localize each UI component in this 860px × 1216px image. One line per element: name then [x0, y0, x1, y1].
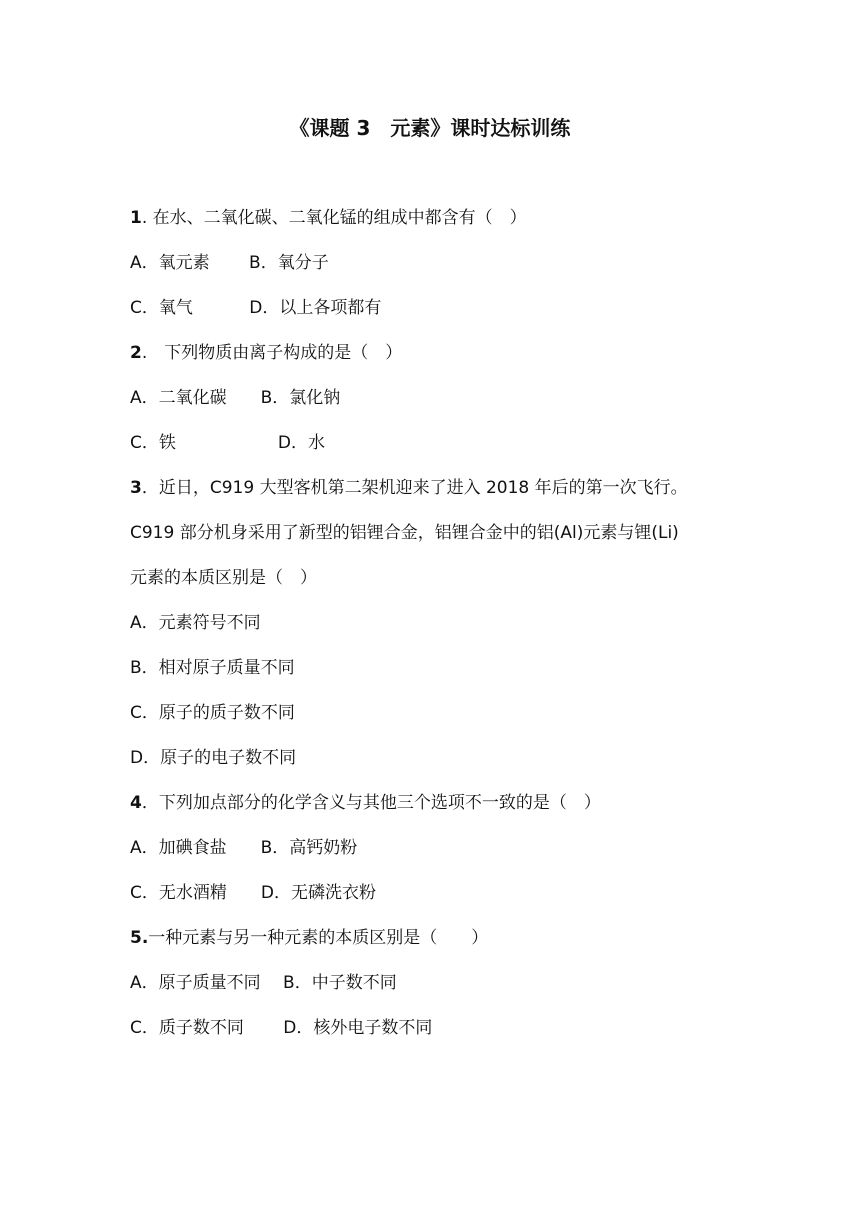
document-title: 《课题 3 元素》课时达标训练 — [289, 116, 571, 140]
question-text: ．下列加点部分的化学含义与其他三个选项不一致的是（ ） — [141, 793, 601, 813]
question-5-options-row-1: A．原子质量不同 B．中子数不同 — [130, 973, 397, 993]
question-5-options-row-2: C．质子数不同 D．核外电子数不同 — [130, 1018, 433, 1038]
question-3-option-b: B．相对原子质量不同 — [130, 658, 295, 678]
question-3-option-d: D．原子的电子数不同 — [130, 748, 297, 768]
question-2-options-row-1: A．二氧化碳 B．氯化钠 — [130, 388, 341, 408]
question-3-stem-line-3: 元素的本质区别是（ ） — [130, 568, 317, 588]
question-5-stem — [130, 926, 488, 950]
question-number: 1 — [130, 208, 142, 228]
question-number: 5. — [130, 928, 149, 948]
question-4-options-row-2: C．无水酒精 D．无磷洗衣粉 — [130, 883, 376, 903]
question-number: 3 — [130, 478, 142, 498]
question-text: . 下列物质由离子构成的是（ ） — [141, 343, 403, 363]
question-text: 一种元素与另一种元素的本质区别是（ ） — [148, 928, 489, 948]
question-3-stem-line-2: C919 部分机身采用了新型的铝锂合金，铝锂合金中的铝(Al)元素与锂(Li) — [130, 523, 679, 543]
question-2-options-row-2: C．铁 D．水 — [130, 433, 325, 453]
question-3-option-c: C．原子的质子数不同 — [130, 703, 295, 723]
question-1-stem — [130, 206, 527, 230]
question-number: 2 — [130, 343, 142, 363]
question-text: . 在水、二氧化碳、二氧化锰的组成中都含有（ ） — [141, 208, 527, 228]
question-text: ．近日，C919 大型客机第二架机迎来了进入 2018 年后的第一次飞行。 — [141, 478, 688, 498]
question-1-options-row-2: C．氧气 D．以上各项都有 — [130, 298, 382, 318]
question-number: 4 — [130, 793, 142, 813]
question-4-options-row-1: A．加碘食盐 B．高钙奶粉 — [130, 838, 358, 858]
question-3-option-a: A．元素符号不同 — [130, 613, 261, 633]
question-4-stem — [130, 791, 601, 815]
question-3-stem — [130, 476, 688, 500]
question-1-options-row-1: A．氧元素 B．氧分子 — [130, 253, 329, 273]
question-2-stem — [130, 341, 402, 365]
